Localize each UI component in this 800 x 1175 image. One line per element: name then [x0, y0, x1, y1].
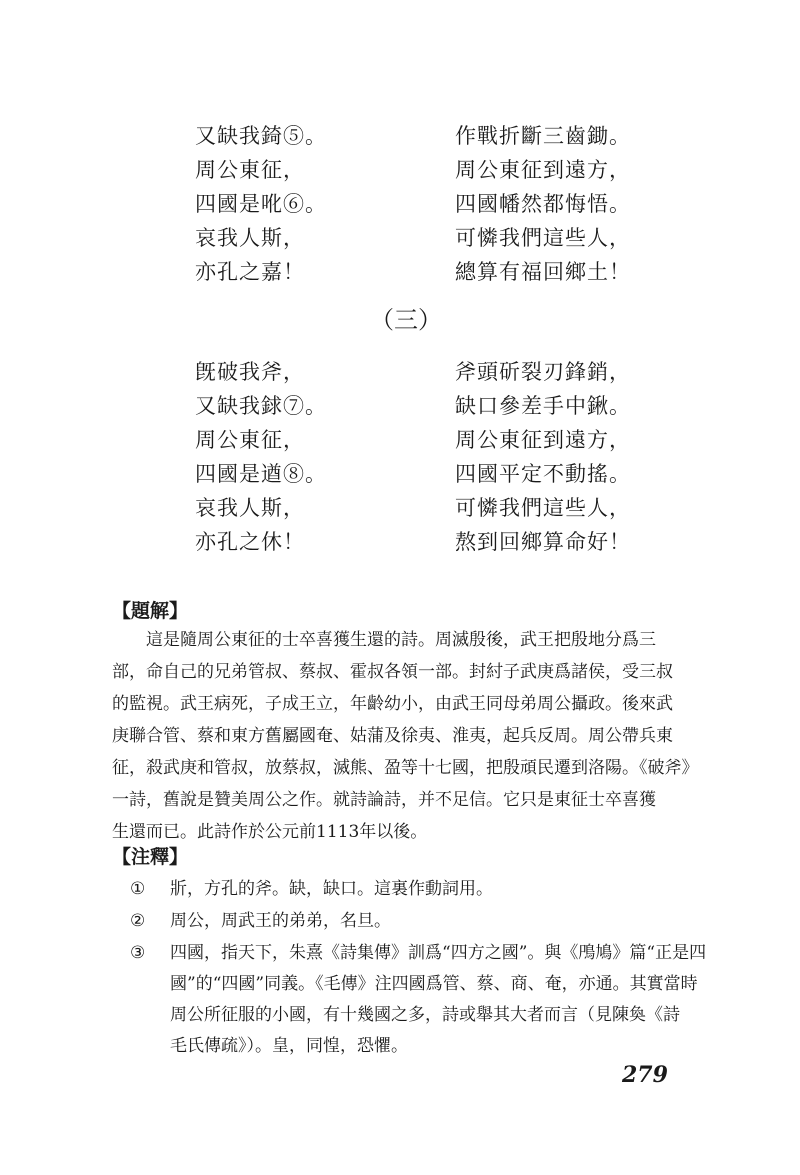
note-item	[130, 906, 391, 931]
note-text: 周公，周武王的弟弟，名旦。	[170, 911, 391, 931]
verse-original-line: 又缺我銶⑦。	[195, 394, 327, 418]
verse-translation-line: 四國幡然都悔悟。	[455, 192, 631, 216]
note-text-continued: 毛氏傳疏》）。皇，同惶，恐懼。	[170, 1036, 408, 1056]
notes-heading: 【注釋】	[112, 846, 189, 868]
verse-translation-line: 熬到回鄉算命好！	[455, 530, 631, 554]
verse-original-line: 四國是遒⑧。	[195, 462, 327, 486]
explanation-line: 生還而已。此詩作於公元前1113年以後。	[112, 822, 428, 842]
note-item	[130, 938, 706, 963]
verse-original-line: 亦孔之休！	[195, 530, 305, 554]
verse-original-line: 旣破我斧，	[195, 360, 305, 384]
verse-original-line: 周公東征，	[195, 158, 305, 182]
explanation-line: 庚聯合管、蔡和東方舊屬國奄、姑蒲及徐夷、淮夷，起兵反周。周公帶兵東	[112, 726, 673, 746]
note-text-continued: 周公所征服的小國，有十幾國之多，詩或舉其大者而言（見陳奐《詩	[170, 1005, 680, 1025]
verse-translation-line: 總算有福回鄉土！	[455, 260, 631, 284]
note-number: ①	[130, 879, 146, 899]
verse-translation-line: 作戰折斷三齒鋤。	[455, 124, 631, 148]
note-item	[130, 874, 493, 899]
explanation-line: 征，殺武庚和管叔，放蔡叔，滅熊、盈等十七國，把殷頑民遷到洛陽。《破斧》	[112, 758, 699, 778]
verse-translation-line: 周公東征到遠方，	[455, 158, 631, 182]
verse-translation-line: 周公東征到遠方，	[455, 428, 631, 452]
verse-original-line: 哀我人斯，	[195, 226, 305, 250]
note-number: ②	[130, 911, 146, 931]
explanation-line: 部，命自己的兄弟管叔、蔡叔、霍叔各領一部。封紂子武庚爲諸侯，受三叔	[112, 662, 673, 682]
verse-translation-line: 斧頭斫裂刃鋒銷，	[455, 360, 631, 384]
verse-original-line: 亦孔之嘉！	[195, 260, 305, 284]
verse-translation-line: 缺口參差手中鍬。	[455, 394, 631, 418]
verse-original-line: 周公東征，	[195, 428, 305, 452]
note-text-continued: 國”的“四國”同義。《毛傳》注四國爲管、蔡、商、奄，亦通。其實當時	[170, 974, 698, 994]
explanation-line: 的監視。武王病死，子成王立，年齡幼小，由武王同母弟周公攝政。後來武	[112, 694, 673, 714]
verse-original-line: 又缺我錡⑤。	[195, 124, 327, 148]
explanation-heading: 【題解】	[112, 600, 189, 622]
verse-original-line: 四國是吪⑥。	[195, 192, 327, 216]
explanation-line: 一詩，舊說是贊美周公之作。就詩論詩，并不足信。它只是東征士卒喜獲	[112, 790, 656, 810]
verse-translation-line: 可憐我們這些人，	[455, 496, 631, 520]
explanation-paragraph	[112, 624, 699, 848]
explanation-line: 這是隨周公東征的士卒喜獲生還的詩。周滅殷後，武王把殷地分爲三	[112, 630, 656, 650]
note-text: 四國，指天下，朱熹《詩集傳》訓爲“四方之國”。與《鳲鳩》篇“正是四	[170, 943, 707, 963]
note-text: 斨，方孔的斧。缺，缺口。這裏作動詞用。	[170, 879, 493, 899]
section-three-heading: （三）	[370, 306, 442, 334]
verse-original-line: 哀我人斯，	[195, 496, 305, 520]
note-number: ③	[130, 943, 146, 963]
verse-translation-line: 可憐我們這些人，	[455, 226, 631, 250]
page-number: 279	[622, 1062, 668, 1088]
verse-translation-line: 四國平定不動搖。	[455, 462, 631, 486]
